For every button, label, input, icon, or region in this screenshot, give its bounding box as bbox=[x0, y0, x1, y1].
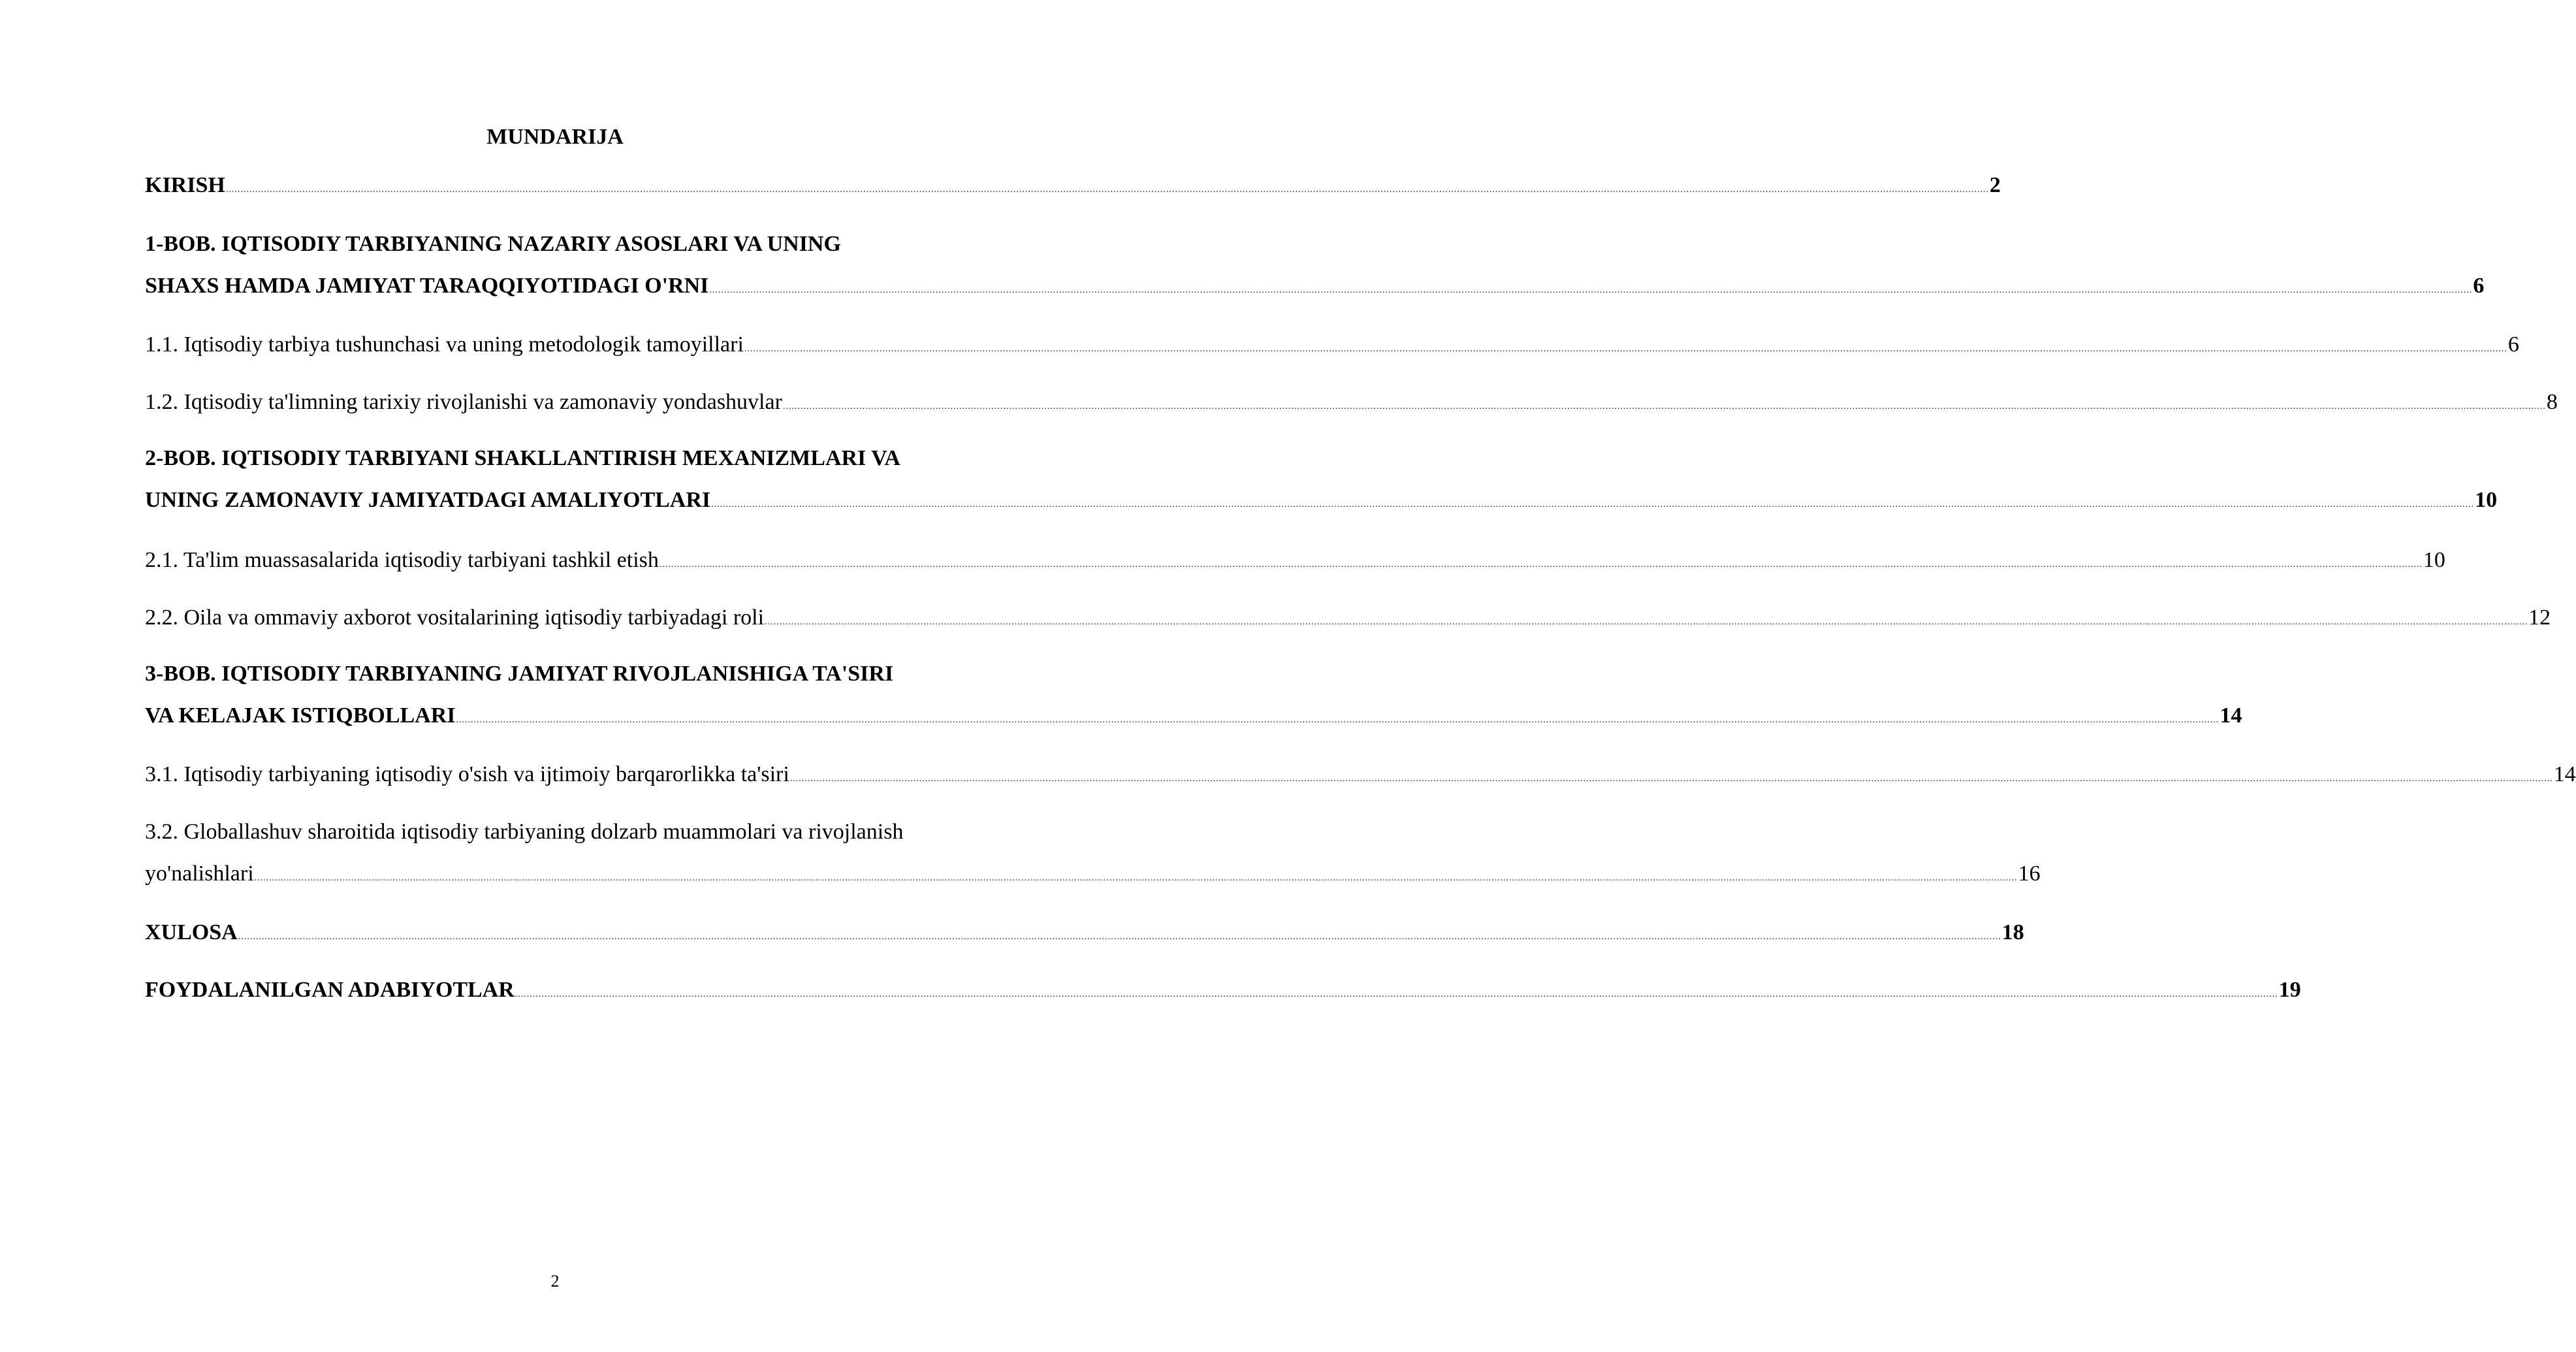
toc-entry-title-line: 1.2. Iqtisodiy ta'limning tarixiy rivojlanishi va zamonaviy yondashuvlar bbox=[145, 390, 782, 414]
toc-entry-title-line: SHAXS HAMDA JAMIYAT TARAQQIYOTIDAGI O'RNI bbox=[145, 274, 709, 298]
toc-entry-title-line: 3-BOB. IQTISODIY TARBIYANING JAMIYAT RIVOJLANISHIGA TA'SIRI bbox=[145, 662, 894, 686]
toc-entry[interactable] bbox=[145, 653, 2242, 741]
toc-entry-row bbox=[145, 912, 2024, 958]
toc-dot-leader: ........................................................................................................................................................................................................................................................................................................................................................................................................................................................................................................................................................................................................................ bbox=[238, 932, 2001, 942]
toc-entry-title-line: 2.2. Oila va ommaviy axborot vositalarining iqtisodiy tarbiyadagi roli bbox=[145, 605, 765, 630]
toc-dot-leader: ........................................................................................................................................................................................................................................................................................................................................................................................................................................................................................................................................................................................................................ bbox=[709, 285, 2473, 295]
toc-page-number: 10 bbox=[2475, 488, 2498, 512]
toc-page-number: 6 bbox=[2507, 332, 2519, 357]
toc-entry-row bbox=[145, 265, 2485, 312]
toc-entry-row bbox=[145, 479, 2498, 526]
toc-entry-title-line: FOYDALANILGAN ADABIYOTLAR bbox=[145, 978, 515, 1002]
toc-entry-title-line: 3.2. Globallashuv sharoitida iqtisodiy tarbiyaning dolzarb muammolari va rivojlanish bbox=[145, 820, 904, 844]
toc-entry[interactable] bbox=[145, 912, 2024, 958]
toc-entry[interactable] bbox=[145, 539, 2445, 586]
toc-entry-row bbox=[145, 165, 2001, 211]
toc-entry-title-line: 2-BOB. IQTISODIY TARBIYANI SHAKLLANTIRISH MEXANIZMLARI VA bbox=[145, 446, 900, 470]
toc-dot-leader: ........................................................................................................................................................................................................................................................................................................................................................................................................................................................................................................................................................................................................................ bbox=[515, 990, 2278, 999]
toc-entry-title-line: KIRISH bbox=[145, 173, 225, 197]
toc-page-number: 6 bbox=[2473, 274, 2485, 298]
toc-entry[interactable] bbox=[145, 754, 2576, 800]
toc-entry[interactable] bbox=[145, 324, 2519, 370]
toc-entry-title-line: 1.1. Iqtisodiy tarbiya tushunchasi va uning metodologik tamoyillari bbox=[145, 332, 744, 357]
toc-entry[interactable] bbox=[145, 438, 2498, 526]
toc-dot-leader: ........................................................................................................................................................................................................................................................................................................................................................................................................................................................................................................................................................................................................................ bbox=[225, 185, 1989, 195]
toc-entry-row bbox=[145, 853, 2041, 899]
toc-page-number: 19 bbox=[2278, 978, 2301, 1002]
toc-page-number: 8 bbox=[2546, 390, 2558, 414]
toc-dot-leader: ........................................................................................................................................................................................................................................................................................................................................................................................................................................................................................................................................................................................................................ bbox=[254, 873, 2018, 883]
toc-entry-title-line: 3.1. Iqtisodiy tarbiyaning iqtisodiy o'sish va ijtimoiy barqarorlikka ta'siri bbox=[145, 762, 789, 786]
toc-entry[interactable] bbox=[145, 597, 2551, 643]
toc-entry-title-line: XULOSA bbox=[145, 920, 238, 944]
toc-page-number: 14 bbox=[2553, 762, 2576, 786]
toc-entry[interactable] bbox=[145, 165, 2001, 211]
toc-entry-row bbox=[145, 597, 2551, 643]
toc-dot-leader: ........................................................................................................................................................................................................................................................................................................................................................................................................................................................................................................................................................................................................................ bbox=[789, 774, 2553, 784]
page-number: 2 bbox=[550, 1272, 560, 1291]
toc-entry[interactable] bbox=[145, 969, 2301, 1016]
toc-entry[interactable] bbox=[145, 381, 2558, 428]
page-title: MUNDARIJA bbox=[486, 125, 624, 149]
toc-entry-row bbox=[145, 754, 2576, 800]
toc-dot-leader: ........................................................................................................................................................................................................................................................................................................................................................................................................................................................................................................................................................................................................................ bbox=[744, 344, 2507, 354]
toc-dot-leader: ........................................................................................................................................................................................................................................................................................................................................................................................................................................................................................................................................................................................................................ bbox=[782, 402, 2546, 411]
toc-entry-row bbox=[145, 539, 2445, 586]
toc-entry-row bbox=[145, 695, 2242, 741]
toc-dot-leader: ........................................................................................................................................................................................................................................................................................................................................................................................................................................................................................................................................................................................................................ bbox=[765, 617, 2528, 627]
toc-page-number: 12 bbox=[2528, 605, 2551, 630]
toc-entry[interactable] bbox=[145, 223, 2485, 312]
toc-entry-title-line: UNING ZAMONAVIY JAMIYATDAGI AMALIYOTLARI bbox=[145, 488, 711, 512]
toc-page-number: 10 bbox=[2423, 548, 2445, 572]
toc-dot-leader: ........................................................................................................................................................................................................................................................................................................................................................................................................................................................................................................................................................................................................................ bbox=[711, 500, 2475, 509]
toc-entry-title-line: 1-BOB. IQTISODIY TARBIYANING NAZARIY ASOSLARI VA UNING bbox=[145, 232, 841, 256]
toc-entry-row bbox=[145, 381, 2558, 428]
toc-page-number: 2 bbox=[1989, 173, 2001, 197]
toc-page-number: 14 bbox=[2219, 703, 2242, 728]
toc-dot-leader: ........................................................................................................................................................................................................................................................................................................................................................................................................................................................................................................................................................................................................................ bbox=[659, 560, 2423, 570]
toc-page-number: 16 bbox=[2018, 861, 2041, 886]
toc-entry-title-line: VA KELAJAK ISTIQBOLLARI bbox=[145, 703, 456, 728]
toc-entry[interactable] bbox=[145, 811, 2041, 899]
toc-entry-row bbox=[145, 969, 2301, 1016]
toc-page-number: 18 bbox=[2001, 920, 2024, 944]
toc-entry-title-line: yo'nalishlari bbox=[145, 861, 254, 886]
toc-dot-leader: ........................................................................................................................................................................................................................................................................................................................................................................................................................................................................................................................................................................................................................ bbox=[456, 715, 2219, 725]
toc-entry-row bbox=[145, 324, 2519, 370]
toc-entry-title-line: 2.1. Ta'lim muassasalarida iqtisodiy tarbiyani tashkil etish bbox=[145, 548, 659, 572]
